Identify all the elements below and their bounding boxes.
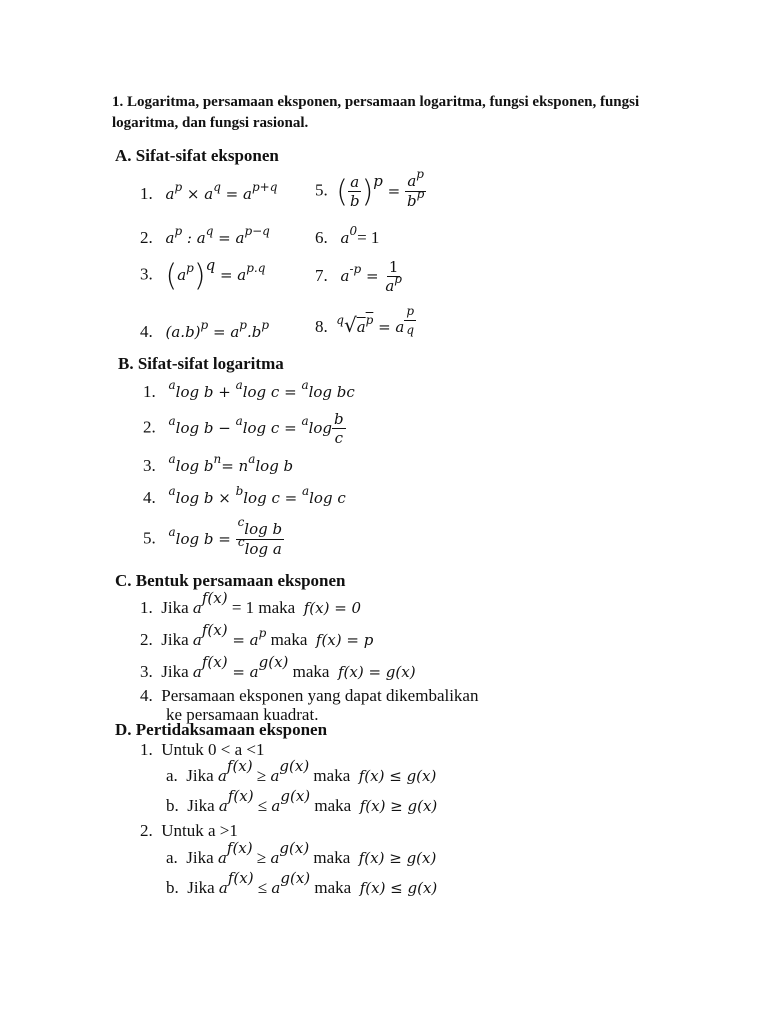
ineq-case-1: 1. Untuk 0 < a <1 [140,740,265,759]
log-rule-2: 2. $^a$log b − $^a$log c = $^a$log $\frac{b}{c}$ [143,410,344,447]
exp-rule-6: 6. $a^0= 1$ [315,224,380,247]
ineq-1b: b. Jika af(x) ≤ ag(x) maka f(x) ≥ g(x) [166,787,438,815]
section-c-title: C. Bentuk persamaan eksponen [115,571,346,590]
exp-rule-7: 7. $a^{-p}$ = $\frac{1}{a^p}$ [315,258,402,295]
eq-rule-2: 2. Jika $af(x) = a^p$ maka f(x) = p [140,621,374,649]
log-rule-5: 5. $^a$log b = $\frac{^c\log b}{^c\log a}$ [143,515,283,558]
exp-rule-5: 5. ( $\frac{a}{b}$ )p = $\frac{a^p}{b^p}$ [315,167,425,210]
ineq-2b: b. Jika af(x) ≤ ag(x) maka f(x) ≤ g(x) [166,869,438,897]
log-rule-4: 4. $^a$log b × $^b$log c = $^a$log c [143,484,346,507]
ineq-1a: a. Jika af(x) ≥ ag(x) maka f(x) ≤ g(x) [166,757,437,785]
intro-heading: 1. Logaritma, persamaan eksponen, persamaan logaritma, fungsi eksponen, fungsi logaritma, dan fungsi rasional. [112,94,640,131]
log-rule-1: 1. $^a$log b + $^a$log c = $^a$log bc [143,378,355,401]
exp-rule-2: 2. $a^p$ : $a^q = a^{p-q}$ [140,224,270,247]
eq-rule-4-cont: ke persamaan kuadrat. [166,705,319,724]
ineq-case-2: 2. Untuk a >1 [140,821,238,840]
exp-rule-1: 1. $a^p \times a^q = a^{p+q}$ [140,180,278,203]
section-a-title: A. Sifat-sifat eksponen [115,146,279,165]
exp-rule-8: 8. $^q√a^p = a$ $^{\frac{p}{q}}$ [315,304,415,337]
ineq-2a: a. Jika af(x) ≥ ag(x) maka f(x) ≥ g(x) [166,839,437,867]
section-d-title: D. Pertidaksamaan eksponen [115,720,328,739]
eq-rule-1: 1. Jika af(x) = 1 maka f(x) = 0 [140,589,362,617]
log-rule-3: 3. $^a$log $b^n= n^a\log$ b [143,452,294,475]
exp-rule-3: 3. $(a^p)q = a^{p.q}$ [140,255,266,293]
exp-rule-4: 4. $(a.b)^p = a^p.b^p$ [140,318,270,341]
eq-rule-3: 3. Jika af(x) = ag(x) maka f(x) = g(x) [140,653,416,681]
section-b-title: B. Sifat-sifat logaritma [118,354,284,373]
eq-rule-4: 4. Persamaan eksponen yang dapat dikembalikan [140,686,479,705]
